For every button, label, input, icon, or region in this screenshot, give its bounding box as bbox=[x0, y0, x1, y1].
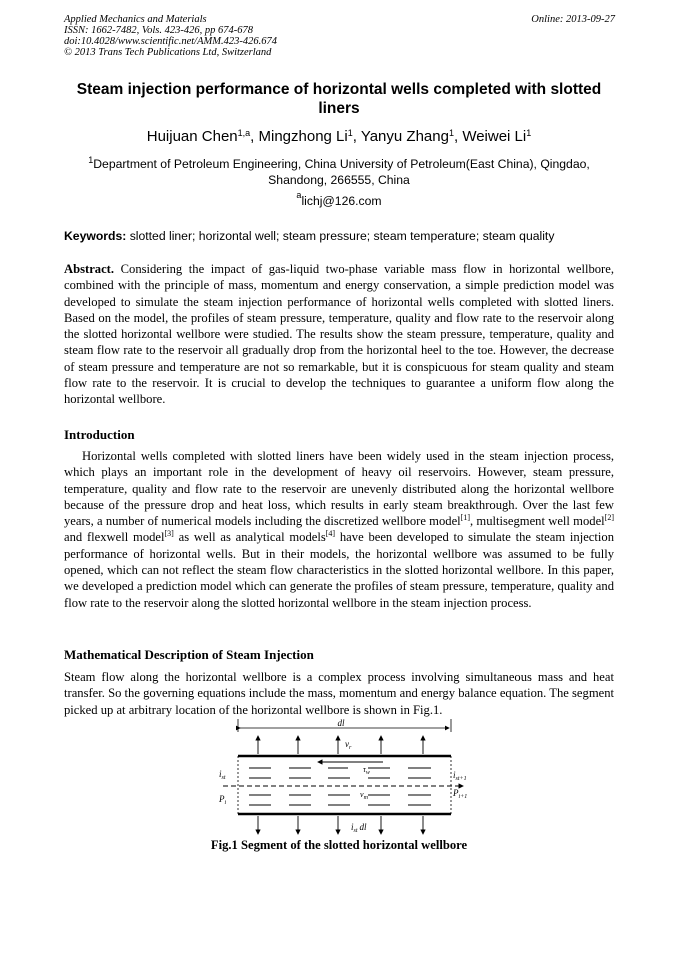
bottom-outflow-arrows bbox=[258, 816, 423, 834]
keywords-text: slotted liner; horizontal well; steam pressure; steam temperature; steam quality bbox=[126, 229, 555, 243]
affiliation-mark: 1 bbox=[88, 155, 94, 165]
segment-outflow-label: $i_{st}$ dl bbox=[351, 822, 367, 834]
inlet-enthalpy-label: $i_{st}$ bbox=[219, 769, 226, 781]
tau-label: $\tau_w$ bbox=[363, 765, 370, 776]
copyright-line: © 2013 Trans Tech Publications Ltd, Switzerland bbox=[64, 47, 272, 58]
paper-title: Steam injection performance of horizontal wells completed with slotted liners bbox=[76, 81, 602, 117]
author-email bbox=[64, 190, 614, 208]
wellbore-segment-figure bbox=[213, 716, 473, 841]
author-name: Yanyu Zhang bbox=[360, 128, 449, 145]
vr-label: $v_r$ bbox=[345, 739, 352, 751]
introduction-heading: Introduction bbox=[64, 427, 135, 442]
inlet-pressure-label: $P_i$ bbox=[219, 794, 227, 806]
author-name: Mingzhong Li bbox=[258, 128, 348, 145]
outlet-pressure-label: $P_{i+1}$ bbox=[453, 788, 468, 800]
citation-3[interactable]: [3] bbox=[164, 529, 174, 539]
email-mark: a bbox=[296, 190, 302, 200]
intro-text: Horizontal wells completed with slotted liners have been widely used in the steam injection process, which plays an important role in the development of heavy oil reservoirs. However, steam pressure, temperature, quality and flow rate to the reservoir are unevenly distributed along the horizontal wellbore because of the pressure drop and heat loss, which results in early steam breakthrough. Over the last few years, a number of numerical models including the discretized wellbore model bbox=[64, 449, 614, 529]
doi-line: doi:10.4028/www.scientific.net/AMM.423-426.674 bbox=[64, 36, 277, 47]
author-affil-mark: 1,a bbox=[237, 128, 251, 138]
author-affil-mark: 1 bbox=[526, 128, 532, 138]
author-affil-mark: 1 bbox=[347, 128, 353, 138]
liquid-phase-dashes bbox=[249, 768, 431, 805]
author-list: Huijuan Chen$^{1,a}$, Mingzhong Li$^1$, Yanyu Zhang$^1$, Weiwei Li$^1$ bbox=[146, 128, 532, 145]
issn-line: ISSN: 1662-7482, Vols. 423-426, pp 674-678 bbox=[64, 25, 253, 36]
abstract-text: Considering the impact of gas-liquid two-phase variable mass flow in horizontal wellbore, combined with the principle of mass, momentum and energy conservation, a simple prediction model was developed to simulate the steam injection performance of horizontal wells completed with slotted liners. Based on the model, the profiles of steam pressure, temperature, quality and flow rate to the reservoir along the slotted horizontal wellbore were studied. The results show the steam pressure, temperature, quality and steam flow rate to the reservoir all gradually drop from the horizontal heel to the toe. However, the decrease of steam pressure and temperature are not so remarkable, but it is conspicuous for steam quality and steam flow rate to the reservoir. It is crucial to develop the techniques to guarantee a uniform flow along the horizontal wellbore. bbox=[64, 262, 614, 407]
intro-text: , multisegment well model bbox=[470, 514, 605, 529]
introduction-paragraph bbox=[64, 448, 614, 611]
affiliation bbox=[64, 156, 614, 188]
author-name: Huijuan Chen bbox=[146, 128, 238, 145]
affiliation-text: Department of Petroleum Engineering, China University of Petroleum(East China), Qingdao, Shandong, 266555, China bbox=[93, 157, 590, 187]
intro-text: and flexwell model bbox=[64, 530, 165, 545]
outlet-enthalpy-label: $i_{st+1}$ bbox=[453, 770, 467, 782]
email-text: lichj@126.com bbox=[301, 194, 382, 208]
journal-header bbox=[64, 14, 277, 58]
vm-label: $v_m$ bbox=[360, 790, 368, 801]
citation-1[interactable]: [1] bbox=[460, 513, 470, 523]
math-heading: Mathematical Description of Steam Injection bbox=[64, 647, 314, 662]
citation-2[interactable]: [2] bbox=[604, 513, 614, 523]
keywords-label: Keywords: bbox=[64, 229, 127, 243]
dl-label: dl bbox=[337, 718, 345, 728]
author-affil-mark: 1 bbox=[448, 128, 454, 138]
abstract bbox=[64, 261, 614, 408]
intro-text: have been developed to simulate the steam injection performance of horizontal wells. But in their models, the horizontal wellbore was assumed to be fully opened, which can not reflect the steam flow characteristics in the slotted horizontal wellbore. In this paper, we developed a prediction model which can generate the profiles of steam pressure, temperature, quality and flow rate to the reservoir along the slotted horizontal wellbore in the steam injection process. bbox=[64, 530, 614, 610]
math-paragraph: Steam flow along the horizontal wellbore is a complex process involving simultaneous mass and heat transfer. So the governing equations include the mass, momentum and energy balance equation. The segment picked up at arbitrary location of the horizontal wellbore is shown in Fig.1. bbox=[64, 670, 614, 717]
author-name: Weiwei Li bbox=[462, 128, 527, 145]
keywords bbox=[64, 229, 624, 243]
online-date: Online: 2013-09-27 bbox=[531, 14, 615, 25]
journal-name: Applied Mechanics and Materials bbox=[64, 14, 207, 25]
figure-caption: Fig.1 Segment of the slotted horizontal wellbore bbox=[210, 838, 468, 852]
abstract-label: Abstract. bbox=[64, 262, 115, 276]
intro-text: as well as analytical models bbox=[173, 530, 326, 545]
top-outflow-arrows bbox=[258, 736, 423, 754]
citation-4[interactable]: [4] bbox=[325, 529, 336, 539]
